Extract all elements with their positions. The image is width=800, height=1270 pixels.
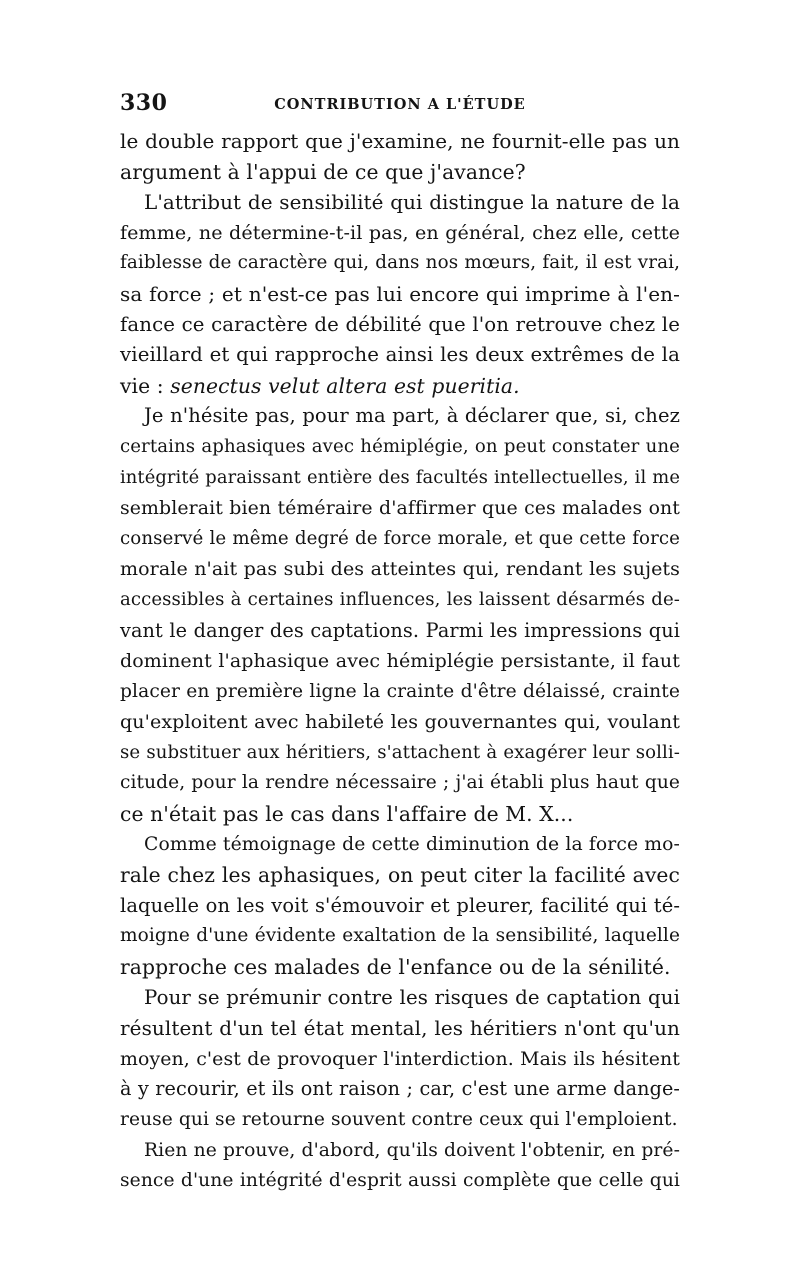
- text-line: à y recourir, et ils ont raison ; car, c'est une arme dange-: [120, 1077, 680, 1101]
- text-line: vieillard et qui rapproche ainsi les deux extrêmes de la: [120, 343, 680, 367]
- text-line: Comme témoignage de cette diminution de la force mo-: [144, 833, 680, 855]
- text-line: semblerait bien téméraire d'affirmer que ces malades ont: [120, 497, 680, 520]
- text-line: qu'exploitent avec habileté les gouvernantes qui, voulant: [120, 711, 680, 734]
- text-line: femme, ne détermine-t-il pas, en général, chez elle, cette: [120, 221, 680, 244]
- text-line: faiblesse de caractère qui, dans nos mœurs, fait, il est vrai,: [120, 252, 680, 274]
- text-line: dominent l'aphasique avec hémiplégie persistante, il faut: [120, 650, 680, 673]
- text-line: sence d'une intégrité d'esprit aussi complète que celle qui: [120, 1170, 680, 1192]
- text-line: certains aphasiques avec hémiplégie, on peut constater une: [120, 435, 680, 457]
- text-line: citude, pour la rendre nécessaire ; j'ai établi plus haut que: [120, 772, 680, 794]
- paragraph-5: [120, 983, 680, 1136]
- page-number: 330: [120, 90, 168, 116]
- text-line: [120, 371, 680, 402]
- text-line: vant le danger des captations. Parmi les impressions qui: [120, 618, 680, 642]
- paragraph-3: [120, 401, 680, 829]
- latin-quote: senectus velut altera est pueritia.: [170, 373, 520, 398]
- paragraph-2: [120, 187, 680, 401]
- text-line: placer en première ligne la crainte d'être délaissé, crainte: [120, 680, 680, 702]
- text-line: Rien ne prouve, d'abord, qu'ils doivent l'obtenir, en pré-: [144, 1139, 680, 1161]
- text-line: morale n'ait pas subi des atteintes qui, rendant les sujets: [120, 558, 680, 581]
- text-line: laquelle on les voit s'émouvoir et pleurer, facilité qui té-: [120, 893, 680, 917]
- text-line-prefix: vie :: [120, 373, 171, 398]
- running-title: CONTRIBUTION A L'ÉTUDE: [274, 96, 526, 113]
- paragraph-4: [120, 830, 680, 983]
- text-line: sa force ; et n'est-ce pas lui encore qui imprime à l'en-: [120, 281, 680, 306]
- text-line: résultent d'un tel état mental, les héritiers n'ont qu'un: [120, 1016, 680, 1041]
- text-line: fance ce caractère de débilité que l'on retrouve chez le: [120, 312, 680, 336]
- text-line: moyen, c'est de provoquer l'interdiction. Mais ils hésitent: [120, 1047, 680, 1070]
- text-line: accessibles à certaines influences, les laissent désarmés de-: [120, 588, 680, 610]
- text-line: moigne d'une évidente exaltation de la sensibilité, laquelle: [120, 925, 680, 947]
- text-line: Pour se prémunir contre les risques de captation qui: [144, 985, 680, 1009]
- page-header: [120, 90, 680, 124]
- paragraph-6: [120, 1136, 680, 1197]
- text-line: ce n'était pas le cas dans l'affaire de M. X...: [120, 802, 574, 827]
- text-line: argument à l'appui de ce que j'avance?: [120, 159, 526, 184]
- text-line: rapproche ces malades de l'enfance ou de la sénilité.: [120, 955, 671, 980]
- text-line: intégrité paraissant entière des facultés intellectuelles, il me: [120, 466, 680, 488]
- text-line: Je n'hésite pas, pour ma part, à déclarer que, si, chez: [144, 404, 680, 428]
- text-line: le double rapport que j'examine, ne fournit-elle pas un: [120, 129, 680, 153]
- paragraph-1: [120, 126, 680, 187]
- text-line: se substituer aux héritiers, s'attachent à exagérer leur solli-: [120, 741, 680, 763]
- text-line: conservé le même degré de force morale, et que cette force: [120, 527, 680, 549]
- text-line: L'attribut de sensibilité qui distingue la nature de la: [144, 190, 680, 215]
- text-line: rale chez les aphasiques, on peut citer la facilité avec: [120, 863, 680, 888]
- text-line: reuse qui se retourne souvent contre ceux qui l'emploient.: [120, 1109, 678, 1130]
- body-text: [120, 126, 680, 1197]
